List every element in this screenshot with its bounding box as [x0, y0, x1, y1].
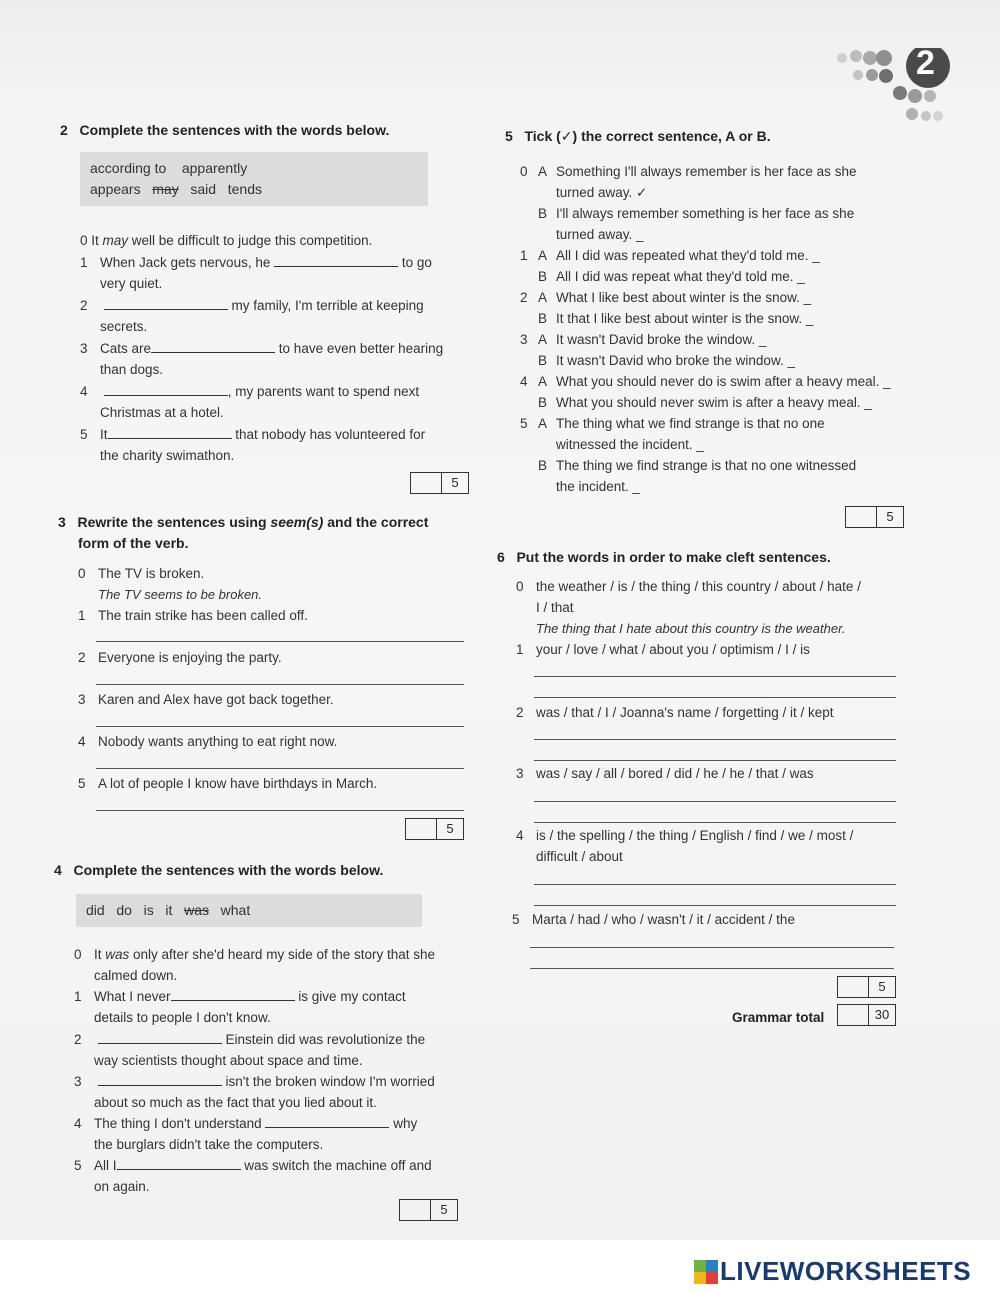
s2-item-5: 5 It that nobody has volunteered for the charity swimathon.: [80, 424, 470, 466]
s2-example: 0 It may well be difficult to judge this competition.: [80, 233, 373, 248]
word-did: did: [86, 902, 105, 918]
liveworksheets-logo: [694, 1256, 971, 1287]
s2-score-input[interactable]: [411, 473, 442, 493]
s4-score-max: 5: [440, 1202, 448, 1217]
s3-score-box: [405, 818, 464, 840]
s2-item-5-blank[interactable]: [108, 424, 232, 439]
section-4-title: [54, 862, 383, 878]
s3-item-1: 1 The train strike has been called off.: [78, 608, 308, 623]
grammar-total-input[interactable]: [838, 1005, 869, 1025]
s6-answer-line-2b[interactable]: [534, 760, 896, 761]
section-5-number: 5: [505, 128, 513, 144]
s6-answer-line-4b[interactable]: [534, 905, 896, 906]
s5-score-box: [845, 506, 904, 528]
s2-item-2-blank[interactable]: [104, 295, 228, 310]
s5-list: [520, 161, 920, 497]
s6-item-2: 2 was / that / I / Joanna's name / forgetting / it / kept: [516, 705, 834, 720]
section-4-word-box: [76, 894, 422, 927]
word-may-used: may: [152, 181, 179, 197]
s4-example: 0 It was only after she'd heard my side of the story that she calmed down.: [74, 947, 436, 983]
grammar-total-label: Grammar total: [732, 1010, 825, 1025]
word-appears: appears: [90, 181, 141, 197]
s4-item-1-blank[interactable]: [171, 986, 295, 1001]
unit-number: 2: [916, 44, 935, 82]
s5-item-4[interactable]: 4 A What you should never do is swim after a heavy meal. _ B What you should never swim is after a heavy meal. _: [520, 374, 891, 410]
s3-score-input[interactable]: [406, 819, 437, 839]
s4-score-input[interactable]: [400, 1200, 431, 1220]
tick-icon: ✓: [560, 128, 573, 144]
word-what: what: [220, 902, 251, 918]
s6-item-4: 4 is / the spelling / the thing / English / find / we / most / difficult / about: [516, 828, 854, 864]
section-2-title: [60, 122, 389, 138]
word-it: it: [165, 902, 173, 918]
s6-answer-line-5b[interactable]: [530, 968, 894, 969]
s2-item-1: 1 When Jack gets nervous, he to go very quiet.: [80, 252, 460, 294]
word-do: do: [116, 902, 132, 918]
s5-item-1[interactable]: 1 A All I did was repeated what they'd told me. _ B All I did was repeat what they'd told me. _: [520, 248, 820, 284]
s6-answer-line-3b[interactable]: [534, 822, 896, 823]
s2-item-3-blank[interactable]: [151, 338, 275, 353]
s3-answer-line-4[interactable]: [96, 768, 464, 769]
s4-item-1: 1 What I never is give my contact details to people I don't know.: [74, 986, 474, 1028]
word-apparently: apparently: [181, 160, 248, 176]
s2-item-4-blank[interactable]: [104, 381, 228, 396]
s5-item-5[interactable]: 5 A The thing what we find strange is that no one witnessed the incident. _ B The thing we find strange is that no one witnessed the incident. _: [520, 416, 857, 494]
s3-item-5: 5 A lot of people I know have birthdays in March.: [78, 776, 378, 791]
s6-answer-line-1b[interactable]: [534, 697, 896, 698]
word-tends: tends: [227, 181, 262, 197]
grammar-total-box: [837, 1004, 896, 1026]
section-4-instruction: Complete the sentences with the words below.: [73, 862, 384, 878]
word-was-used: was: [184, 902, 209, 918]
s4-item-2-blank[interactable]: [98, 1029, 222, 1044]
s5-score-max: 5: [886, 509, 894, 524]
s6-example: 0 the weather / is / the thing / this country / about / hate / I / that The thing that I hate about this country is the weather.: [516, 579, 861, 636]
s2-score-max: 5: [451, 475, 459, 490]
s5-score-input[interactable]: [846, 507, 877, 527]
s3-answer-line-2[interactable]: [96, 684, 464, 685]
grammar-total-max: 30: [874, 1007, 890, 1022]
s3-answer-line-3[interactable]: [96, 726, 464, 727]
s4-item-4-blank[interactable]: [265, 1113, 389, 1128]
s4-item-4: 4 The thing I don't understand why the burglars didn't take the computers.: [74, 1113, 474, 1155]
s2-item-4: 4 , my parents want to spend next Christmas at a hotel.: [80, 381, 470, 423]
word-is: is: [143, 902, 154, 918]
s4-item-5: 5 All I was switch the machine off and on again.: [74, 1155, 474, 1197]
section-3-number: 3: [58, 514, 66, 530]
word-said: said: [190, 181, 217, 197]
s6-answer-line-5a[interactable]: [530, 947, 894, 948]
s6-answer-line-4a[interactable]: [534, 884, 896, 885]
s4-item-2: 2 Einstein did was revolutionize the way scientists thought about space and time.: [74, 1029, 474, 1071]
word-box-line-2: [90, 179, 418, 200]
section-2-word-box: [80, 152, 428, 206]
s2-item-3: 3 Cats are to have even better hearing than dogs.: [80, 338, 470, 380]
section-6-number: 6: [497, 549, 505, 565]
s6-score-max: 5: [878, 979, 886, 994]
section-2-instruction: Complete the sentences with the words below.: [79, 122, 390, 138]
s4-item-3-blank[interactable]: [98, 1071, 222, 1086]
s5-item-3[interactable]: 3 A It wasn't David broke the window. _ B It wasn't David who broke the window. _: [520, 332, 795, 368]
s6-answer-line-1a[interactable]: [534, 676, 896, 677]
s6-item-1: 1 your / love / what / about you / optimism / I / is: [516, 642, 810, 657]
s6-score-input[interactable]: [838, 977, 869, 997]
section-6-instruction: Put the words in order to make cleft sentences.: [516, 549, 831, 565]
word-box-line-1: [90, 158, 418, 179]
s4-example-answer: was: [105, 947, 130, 962]
section-2-number: 2: [60, 122, 68, 138]
word-according-to: according to: [90, 160, 167, 176]
s4-item-3: 3 isn't the broken window I'm worried about so much as the fact that you lied about it.: [74, 1071, 474, 1113]
s3-item-2: 2 Everyone is enjoying the party.: [78, 650, 282, 665]
s3-item-4: 4 Nobody wants anything to eat right now.: [78, 734, 338, 749]
s2-score-box: [410, 472, 469, 494]
s4-item-5-blank[interactable]: [117, 1155, 241, 1170]
s4-score-box: [399, 1199, 458, 1221]
unit-badge: [830, 44, 950, 128]
liveworksheets-logo-icon: [694, 1260, 718, 1284]
s5-item-2[interactable]: 2 A What I like best about winter is the snow. _ B It that I like best about winter is the snow. _: [520, 290, 814, 326]
section-6-title: [497, 549, 831, 565]
s3-example: 0 The TV is broken. The TV seems to be broken.: [78, 566, 263, 602]
s2-example-answer: may: [102, 233, 129, 248]
s6-example-answer: The thing that I hate about this country is the weather.: [536, 621, 846, 636]
s2-item-2: 2 my family, I'm terrible at keeping secrets.: [80, 295, 460, 337]
section-4-number: 4: [54, 862, 62, 878]
s6-item-5: 5 Marta / had / who / wasn't / it / accident / the: [512, 912, 795, 927]
liveworksheets-brand: LIVEWORKSHEETS: [720, 1256, 972, 1286]
s5-item-0: 0 A Something I'll always remember is her face as she turned away. ✓ B I'll always remember something is her face as she turned away. _: [520, 164, 857, 242]
section-3-title: 3 Rewrite the sentences using seem(s) and the correct form of the verb.: [58, 514, 429, 551]
s3-example-answer: The TV seems to be broken.: [98, 587, 263, 602]
s6-answer-line-2a[interactable]: [534, 739, 896, 740]
s3-answer-line-5[interactable]: [96, 810, 464, 811]
s3-score-max: 5: [446, 821, 454, 836]
s6-item-3: 3 was / say / all / bored / did / he / he / that / was: [516, 766, 814, 781]
section-5-title: 5 Tick (✓) the correct sentence, A or B.: [505, 128, 771, 144]
s3-item-3: 3 Karen and Alex have got back together.: [78, 692, 334, 707]
s6-score-box: [837, 976, 896, 998]
s6-answer-line-3a[interactable]: [534, 801, 896, 802]
s2-item-1-blank[interactable]: [274, 252, 398, 267]
s3-answer-line-1[interactable]: [96, 641, 464, 642]
